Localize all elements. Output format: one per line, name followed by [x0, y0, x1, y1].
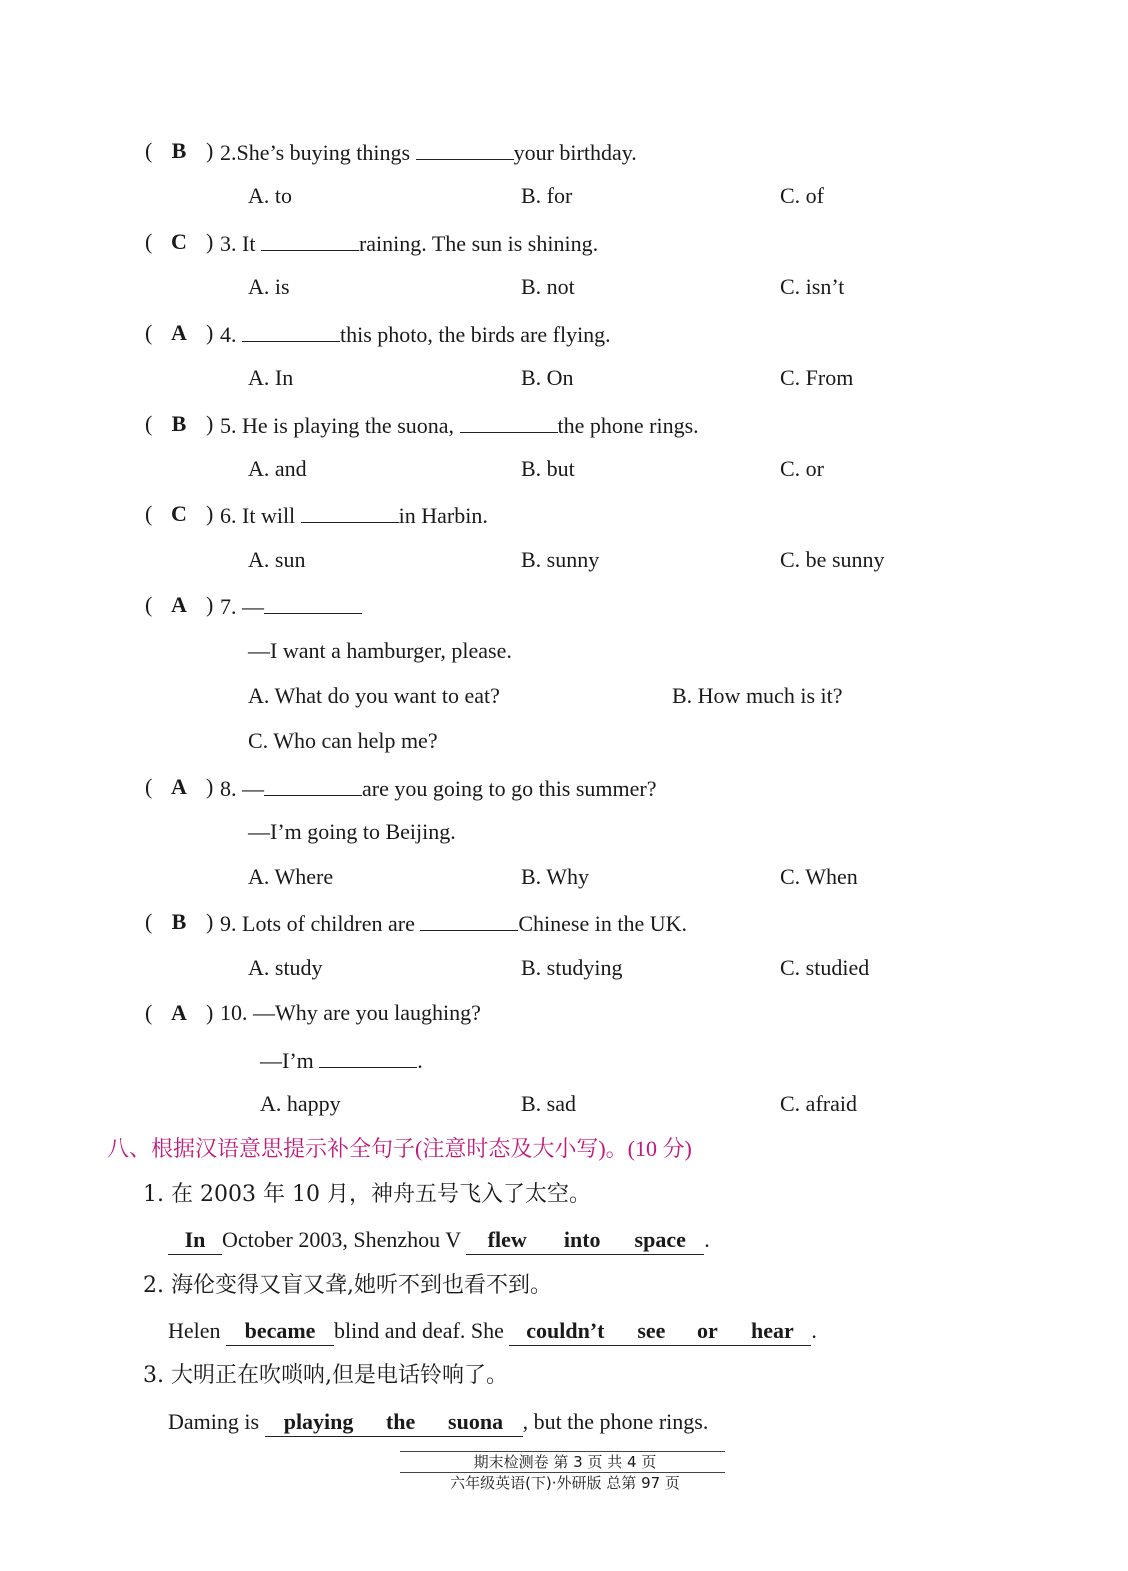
filled-answer: became [226, 1317, 334, 1346]
reply-pre: —I’m [260, 1048, 314, 1073]
answer: A [171, 592, 187, 617]
stem-post: this photo, the birds are flying. [340, 322, 611, 347]
answer: A [171, 774, 187, 799]
option-a: A. study [248, 955, 323, 980]
option-b: B. for [521, 183, 573, 208]
option-a: A. What do you want to eat? [248, 683, 500, 708]
option-c: C. When [780, 864, 858, 889]
english-sentence [168, 1226, 710, 1255]
answer-blank [319, 1045, 417, 1068]
question-number: 9. [220, 911, 237, 936]
sentence-end: . [811, 1318, 817, 1343]
stem-post: in Harbin. [398, 503, 488, 528]
close-paren: ) [206, 411, 214, 436]
filled-answer: the [373, 1408, 429, 1437]
stem-post: raining. The sun is shining. [358, 231, 599, 256]
dialogue-reply: —I’m going to Beijing. [248, 819, 456, 844]
question-number: 10. [220, 1000, 248, 1025]
option-b: B. How much is it? [672, 683, 843, 708]
close-paren: ) [206, 909, 214, 934]
answer: A [171, 1000, 187, 1025]
option-a: A. is [248, 274, 290, 299]
close-paren: ) [206, 1000, 214, 1025]
stem-pre: He is playing the suona, [242, 413, 455, 438]
answer: C [171, 501, 187, 526]
option-c: C. studied [780, 955, 870, 980]
answer-blank [261, 228, 359, 251]
dialogue-reply [260, 1045, 423, 1075]
option-c: C. From [780, 365, 854, 390]
open-paren: ( [145, 411, 153, 436]
reply-post: . [417, 1048, 423, 1073]
stem-pre: —Why are you laughing? [253, 1000, 481, 1025]
stem-post: are you going to go this summer? [362, 776, 657, 801]
open-paren: ( [145, 501, 153, 526]
option-b: B. but [521, 456, 575, 481]
sentence-mid: blind and deaf. She [334, 1318, 504, 1343]
close-paren: ) [206, 501, 214, 526]
open-paren: ( [145, 774, 153, 799]
open-paren: ( [145, 320, 153, 345]
option-b: B. On [521, 365, 574, 390]
option-a: A. happy [260, 1091, 341, 1116]
open-paren: ( [145, 138, 153, 163]
footer-page-info: 期末检测卷 第 3 页 共 4 页 [473, 1453, 657, 1471]
stem-pre: It [242, 231, 256, 256]
question-stem [220, 591, 362, 621]
footer-book-info: 六年级英语(下)·外研版 总第 97 页 [450, 1474, 680, 1492]
english-sentence [168, 1317, 817, 1346]
sentence-pre: Daming is [168, 1409, 260, 1434]
stem-post: your birthday. [513, 140, 637, 165]
stem-post: the phone rings. [557, 413, 699, 438]
option-b: B. studying [521, 955, 623, 980]
question-number: 8. [220, 776, 237, 801]
chinese-prompt: 3. 大明正在吹唢呐,但是电话铃响了。 [143, 1363, 508, 1388]
answer-blank [264, 591, 362, 614]
filled-answer: couldn’t [509, 1317, 621, 1346]
question-number: 3. [220, 231, 237, 256]
close-paren: ) [206, 138, 214, 163]
sentence-mid: October 2003, Shenzhou V [222, 1227, 461, 1252]
question-stem [220, 908, 687, 938]
question-number: 7. [220, 594, 237, 619]
question-stem [220, 773, 657, 803]
chinese-prompt: 2. 海伦变得又盲又聋,她听不到也看不到。 [143, 1273, 552, 1298]
answer: B [171, 138, 187, 163]
option-c: C. be sunny [780, 547, 885, 572]
option-b: B. not [521, 274, 575, 299]
answer-blank [301, 500, 399, 523]
section-title-main: 八、根据汉语意思提示补全句子 [107, 1137, 416, 1162]
option-a: A. In [248, 365, 294, 390]
question-stem [220, 319, 611, 349]
dialogue-reply: —I want a hamburger, please. [248, 638, 512, 663]
filled-answer: space [616, 1226, 704, 1255]
question-stem [220, 999, 481, 1027]
filled-answer: In [168, 1226, 222, 1255]
answer-blank [416, 137, 514, 160]
close-paren: ) [206, 320, 214, 345]
stem-pre: Lots of children are [242, 911, 415, 936]
stem-pre: It will [242, 503, 296, 528]
open-paren: ( [145, 229, 153, 254]
close-paren: ) [206, 592, 214, 617]
open-paren: ( [145, 909, 153, 934]
sentence-pre: Helen [168, 1318, 221, 1343]
option-c: C. afraid [780, 1091, 857, 1116]
question-number: 4. [220, 322, 237, 347]
filled-answer: into [548, 1226, 616, 1255]
question-stem [220, 410, 699, 440]
question-number: 2. [220, 140, 237, 165]
option-a: A. Where [248, 864, 334, 889]
answer: C [171, 229, 187, 254]
option-a: A. to [248, 183, 292, 208]
option-c: C. of [780, 183, 824, 208]
filled-answer: hear [733, 1317, 811, 1346]
sentence-end: , but the phone rings. [522, 1409, 709, 1434]
answer-blank [420, 908, 518, 931]
answer-blank [242, 319, 340, 342]
close-paren: ) [206, 229, 214, 254]
section-8-title [107, 1134, 692, 1165]
option-a: A. sun [248, 547, 306, 572]
sentence-end: . [704, 1227, 710, 1252]
filled-answer: flew [466, 1226, 548, 1255]
question-number: 5. [220, 413, 237, 438]
option-b: B. sad [521, 1091, 576, 1116]
answer: B [171, 411, 187, 436]
answer-blank [460, 410, 558, 433]
option-c: C. Who can help me? [248, 728, 438, 753]
filled-answer: see [621, 1317, 681, 1346]
english-sentence [168, 1408, 708, 1437]
option-b: B. sunny [521, 547, 600, 572]
stem-post: Chinese in the UK. [518, 911, 688, 936]
stem-pre: — [242, 594, 264, 619]
section-title-sub: (注意时态及大小写)。(10 分) [415, 1136, 692, 1161]
open-paren: ( [145, 1000, 153, 1025]
close-paren: ) [206, 774, 214, 799]
question-stem [220, 500, 488, 530]
filled-answer: or [681, 1317, 733, 1346]
answer: B [171, 909, 187, 934]
filled-answer: suona [429, 1408, 523, 1437]
answer-blank [264, 773, 362, 796]
option-b: B. Why [521, 864, 590, 889]
option-c: C. isn’t [780, 274, 845, 299]
chinese-prompt: 1. 在 2003 年 10 月，神舟五号飞入了太空。 [143, 1182, 591, 1207]
question-stem [220, 228, 598, 258]
stem-pre: She’s buying things [236, 140, 411, 165]
question-number: 6. [220, 503, 237, 528]
option-c: C. or [780, 456, 824, 481]
answer: A [171, 320, 187, 345]
filled-answer: playing [265, 1408, 373, 1437]
question-stem [220, 137, 637, 167]
open-paren: ( [145, 592, 153, 617]
stem-pre: — [242, 776, 264, 801]
option-a: A. and [248, 456, 307, 481]
